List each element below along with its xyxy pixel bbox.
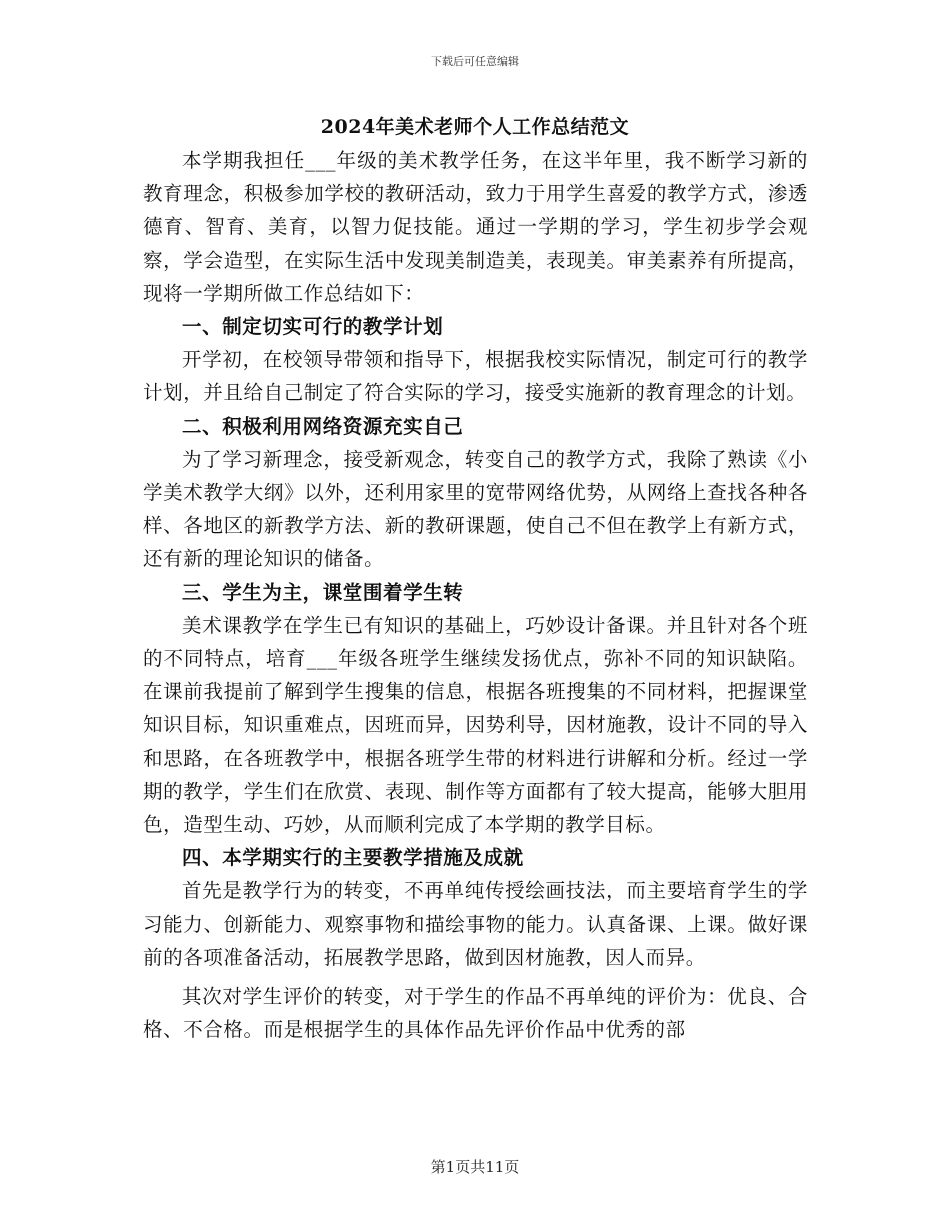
document-body xyxy=(143,144,808,1046)
paragraph-section-4b: 其次对学生评价的转变，对于学生的作品不再单纯的评价为：优良、合格、不合格。而是根据学生的具体作品先评价作品中优秀的部 xyxy=(143,985,808,1042)
page-footer: 第1页共11页 xyxy=(430,1158,520,1176)
paragraph-intro: 本学期我担任___年级的美术教学任务，在这半年里，我不断学习新的教育理念，积极参加学校的教研活动，致力于用学生喜爱的教学方式，渗透德育、智育、美育，以智力促技能。通过一学期的学习，学生初步学会观察，学会造型，在实际生活中发现美制造美，表现美。审美素养有所提高，现将一学期所做工作总结如下： xyxy=(143,149,808,305)
section-heading-1: 一、制定切实可行的教学计划 xyxy=(182,315,444,339)
paragraph-section-4a: 首先是教学行为的转变，不再单纯传授绘画技法，而主要培育学生的学习能力、创新能力、观察事物和描绘事物的能力。认真备课、上课。做好课前的各项准备活动，拓展教学思路，做到因材施教，因人而异。 xyxy=(143,879,808,969)
section-heading-4: 四、本学期实行的主要教学措施及成就 xyxy=(182,846,524,870)
section-heading-3: 三、学生为主，课堂围着学生转 xyxy=(182,580,464,604)
section-heading-2: 二、积极利用网络资源充实自己 xyxy=(182,414,464,438)
paragraph-section-2: 为了学习新理念，接受新观念，转变自己的教学方式，我除了熟读《小学美术教学大纲》以外，还利用家里的宽带网络优势，从网络上查找各种各样、各地区的新教学方法、新的教研课题，使自己不但在教学上有新方式，还有新的理论知识的储备。 xyxy=(143,447,808,571)
document-title: 2024年美术老师个人工作总结范文 xyxy=(320,116,630,138)
paragraph-section-3: 美术课教学在学生已有知识的基础上，巧妙设计备课。并且针对各个班的不同特点，培育___年级各班学生继续发扬优点，弥补不同的知识缺陷。在课前我提前了解到学生搜集的信息，根据各班搜集的不同材料，把握课堂知识目标，知识重难点，因班而异，因势利导，因材施教，设计不同的导入和思路，在各班教学中，根据各班学生带的材料进行讲解和分析。经过一学期的教学，学生们在欣赏、表现、制作等方面都有了较大提高，能够大胆用色，造型生动、巧妙，从而顺利完成了本学期的教学目标。 xyxy=(143,613,808,837)
paragraph-section-1: 开学初，在校领导带领和指导下，根据我校实际情况，制定可行的教学计划，并且给自己制定了符合实际的学习，接受实施新的教育理念的计划。 xyxy=(143,348,808,405)
header-note: 下载后可任意编辑 xyxy=(431,55,519,68)
